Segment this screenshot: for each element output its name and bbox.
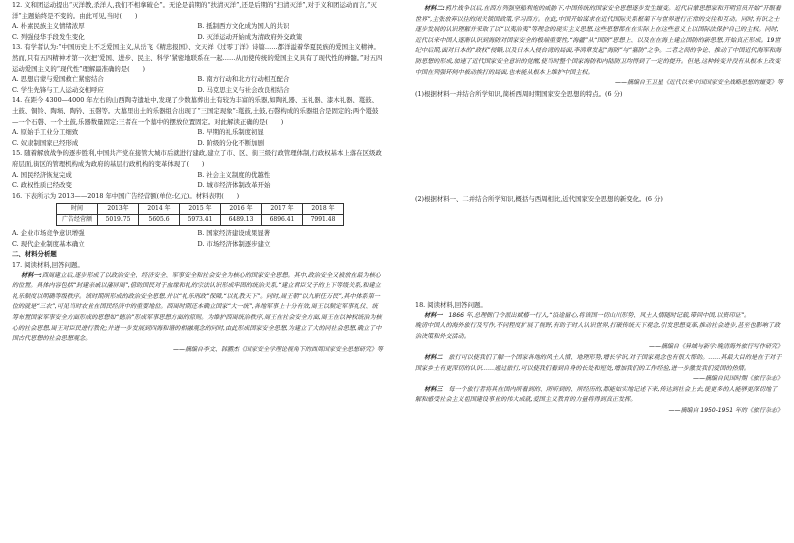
option-d: D. 市场经济体制逐步建立 xyxy=(197,239,271,248)
material-text: 西周建立后,逐步形成了以政治安全、经济安全、军事安全和社会安全为核心的国家安全思想。其中,政治安全又被放在最为核心的位置。具体内容包括“封建亲戚以藩屏周”,借助国民对于血缘和礼的宗法认识形成牢固的统治关系,“建立君臣父子的上下等级关系,和建立礼乐制度以明确等级秩序。该时期所形成的政治安全思想,并以“礼乐刑政”保障,“以礼教天下”。同时,周王朝“以九职任万民”,其中体系第一位的就是“三农”,可见当时农业在国民经济中的重要地位。西周时期还本确立国家“大一统”,各地军事上十分有效,周王以制定军事礼仪、统筹布置国家军事安全方面形成的思想如“德治”形成军事思想方面的原则。为维护西周统治秩序,周王在社会安全方面,周王在以神权统治为核心的社会思想,周王对臣民进行教化;并进一步发展到四海和谐的相融观念的同时,由此形成国家安全思想,为建立了大的同社会思想,确立了中国古代思想的社会思想观念。 xyxy=(12,271,382,343)
table-header-cell: 2014 年 xyxy=(139,204,180,215)
material-label: 材料一: xyxy=(21,271,42,279)
question-16 xyxy=(12,191,383,250)
table-cell: 5973.41 xyxy=(180,215,221,226)
section-heading: 二、材料分析题 xyxy=(12,250,57,259)
right-column xyxy=(415,0,783,416)
material-three xyxy=(415,385,783,406)
material-text: 旅行可以使我们了解一个国家各地的风土人情、地理形势,增长学识,对于国家观念也有很大帮助。……其最大目的是在于对于国家乡土有更深切的认识……通过旅行,可以使我们看到自身的长处和短处,增加我们的工作经验,进一步激发我们爱国的热情。 xyxy=(415,353,782,372)
option-d: D. 马克思主义与社会改良相结合 xyxy=(197,85,290,94)
material-text: 鸦片战争以后,在西方列强坚船利炮的威胁下,中国传统的国家安全思想逐步发生嬗变。近代启蒙思想家和开明官员开始“开眼看世界”,主张放弃以往的闭关锁国政策,学习西方。在此,中国开始谋求在近代国际关系框架下与世界进行正常的交往和互动。同时,有识之士逐步发展的认识理解并采取了以“以夷治夷”等理念的现实主义思想,这些思想都在在实际上在这些意义上以国际法保护自己的主权。同时,近代以来中国人逐渐认识到海防对国家安全的极端重要性,“海疆”从“国防”思想上、以及在在海上建立国防的新思想,开始真正形成。19世纪中后期,面对日本的“政权”侵略,以及日本入侵台湾的局面,李鸿章发起“海防”与“塞防”之争。二者之间的争论、推动了中国近代海军和海防思想的形成,加速了近代国家安全意识的觉醒,使当时整个国家海防和内陆防卫均得到了一定的提升。但是,这种转变并没有从根本上改变中国在列强环伺中被动挨打的局面,也未能从根本上维护中国主权。 xyxy=(415,5,782,76)
question-13-options xyxy=(12,74,383,95)
option-b: B. 南方行动和北方行动相互配合 xyxy=(197,75,290,84)
question-17-stem: 17. 阅读材料,回答问题。 xyxy=(12,261,84,270)
ad-revenue-table xyxy=(56,203,344,226)
option-b: B. 早期的礼乐制度初显 xyxy=(197,128,264,137)
table-cell: 6896.41 xyxy=(262,215,303,226)
option-a: A. 企业市场竞争意识增强 xyxy=(12,229,85,238)
option-a: A. 思想启蒙与爱国救亡紧密结合 xyxy=(12,75,104,84)
question-14 xyxy=(12,95,383,148)
material-text: 每一个旅行者将其在国内所看到的、所听到的、所经历的,都能如实地记述下来,传达到社会上去,使更多的人能够更深切地了解和感受社会主义祖国建设事业的伟大成就,爱国主义教育的力量将得到真正发挥。 xyxy=(415,385,778,404)
table-cell: 6489.13 xyxy=(221,215,262,226)
question-17-part-1: (1)根据材料一并结合所学知识,简析西周时期国家安全思想的特点。(6 分) xyxy=(415,89,623,98)
option-a: A. 国民经济恢复完成 xyxy=(12,170,72,179)
question-15 xyxy=(12,148,383,190)
table-header-cell: 2013年 xyxy=(98,204,139,215)
table-cell: 5605.6 xyxy=(139,215,180,226)
material-source: ——摘编自 1950-1951 年的《旅行杂志》 xyxy=(668,406,783,414)
question-14-options xyxy=(12,127,383,148)
table-cell: 广告经营额 xyxy=(57,215,98,226)
question-12 xyxy=(12,0,383,42)
option-b: B. 社会主义制度的优越性 xyxy=(197,170,271,179)
question-18-stem: 18. 阅读材料,回答问题。 xyxy=(415,300,487,309)
table-header-cell: 时间 xyxy=(57,204,98,215)
table-header-cell: 2018 年 xyxy=(303,204,344,215)
option-c: C. 现代企业制度基本确立 xyxy=(12,239,85,248)
option-d: D. 城市经济体制改革开始 xyxy=(197,181,271,190)
material-label: 材料三 xyxy=(424,385,443,393)
question-16-stem: 16. 下表所示为 2013——2018 年中国广告经营额(单位:亿元)。材料表明( ) xyxy=(12,191,240,200)
question-16-options xyxy=(12,228,383,249)
table-header-cell: 2015 年 xyxy=(180,204,221,215)
material-source: ——摘编自民国时期《旅行杂志》 xyxy=(692,375,783,383)
question-13 xyxy=(12,42,383,95)
material-label: 材料二: xyxy=(424,5,445,12)
material-label: 材料一 xyxy=(424,311,443,319)
option-c: C. 奴隶制国家已经形成 xyxy=(12,138,79,147)
option-a: A. 朴素民族主义情绪浓厚 xyxy=(12,22,85,31)
question-12-options xyxy=(12,21,383,42)
option-b: B. 抵制西方文化成为国人的共识 xyxy=(197,22,290,31)
question-12-stem: 12. 义和团运动提出“灭洋教,杀洋人,我们不相拿破仑”。无论是前期的“扶清灭洋”,还是后期的“扫清灭洋”,对于义和团运动而言,“灭洋”主题始终是不变的。由此可见,当时( ) xyxy=(12,1,377,20)
table-header-cell: 2016 年 xyxy=(221,204,262,215)
table-cell: 5019.75 xyxy=(98,215,139,226)
option-b: B. 国家经济建设成果显著 xyxy=(197,229,271,238)
answer-space[interactable] xyxy=(415,99,783,194)
option-c: C. 学生先锋与工人运动交相呼应 xyxy=(12,85,104,94)
question-15-stem: 15. 随着解放战争的逐步胜利,中国共产党在接管大城市后就进行建政,建立了市、区、街三级行政管理体制,行政权基本上落在区级政府层面,街区的管理机构成为政府的基层行政机构的变革体现了( ) xyxy=(12,149,382,168)
question-17 xyxy=(12,260,383,355)
question-17-part-2: (2)根据材料一、二并结合所学知识,概括与西周相比,近代国家安全思想的新变化。(6 分) xyxy=(415,195,663,204)
answer-space[interactable] xyxy=(415,205,783,300)
question-14-stem: 14. 在距今 4300—4000 年左右的山西陶寺遗址中,发现了少数墓葬出土有较为丰富的乐器,如陶礼器、玉礼器、漆木礼器、鼍鼓、土鼓、铜铃、陶埙、陶钤、玉磬等。大墓里出土的乐器组合出现了“三国定现象”:鼍鼓,土鼓,石磬构成的乐器组合是固定的;两个鼍鼓—一个石磬、一个土鼓,乐器数量固定;三者在一个墓中的摆放位置固定。对此解读正确的是( ) xyxy=(12,96,379,126)
material-two xyxy=(415,353,783,374)
material-text-continued: 晚清中国人的海外旅行及写作,不同程度扩展了视野,有助于时人认识世界,打破传统天下观念,引发思想变革,推动社会进步,甚至也影响了政治决策和外交活动。 xyxy=(415,322,781,340)
question-18 xyxy=(415,300,783,417)
material-source: ——摘编自王卫星《近代以来中国国家安全战略思想的嬗变》等 xyxy=(614,79,783,87)
material-text: 1866 年,总理衙门令派出斌椿一行人,“沿途留心,将该国一切山川形势、风土人情随时记载,带回中国,以资印证”。 xyxy=(448,311,751,319)
table-header-cell: 2017 年 xyxy=(262,204,303,215)
material-source: ——摘编自《异域与新学:晚清海外旅行写作研究》 xyxy=(648,343,783,351)
left-column xyxy=(12,0,383,355)
option-d: D. 阶级的分化不断加剧 xyxy=(197,138,264,147)
question-15-options xyxy=(12,170,383,191)
material-one xyxy=(415,311,783,322)
option-d: D. 灭洋运动开始成为清政府外交政策 xyxy=(197,32,303,41)
material-label: 材料二 xyxy=(424,353,443,361)
option-c: C. 列强侵华手段发生变化 xyxy=(12,32,85,41)
question-13-stem: 13. 有学者认为:“中国历史上不乏爱国主义,从岳飞《精忠报国》、文天祥《过零丁洋》诗篇……都洋溢着华夏民族的爱国主义精神。然而,只有五四精神才第一次把‘爱国、进步、民主、科学’紧密地联系在一起……从而使传统的爱国主义具有了现代性的禅髓。”对五四运动爱国主义的“现代性”理解最准确的是( ) xyxy=(12,43,383,73)
material-two xyxy=(415,4,783,78)
option-c: C. 政权性质已经改变 xyxy=(12,181,72,190)
material-one xyxy=(12,271,383,345)
table-row xyxy=(57,215,344,226)
material-source: ——摘编自李文、韩鹏杰《国家安全学理论视角下的西周国家安全思想研究》等 xyxy=(172,345,383,353)
table-cell: 7991.48 xyxy=(303,215,344,226)
table-header-row xyxy=(57,204,344,215)
option-a: A. 原始手工业分工细致 xyxy=(12,128,79,137)
